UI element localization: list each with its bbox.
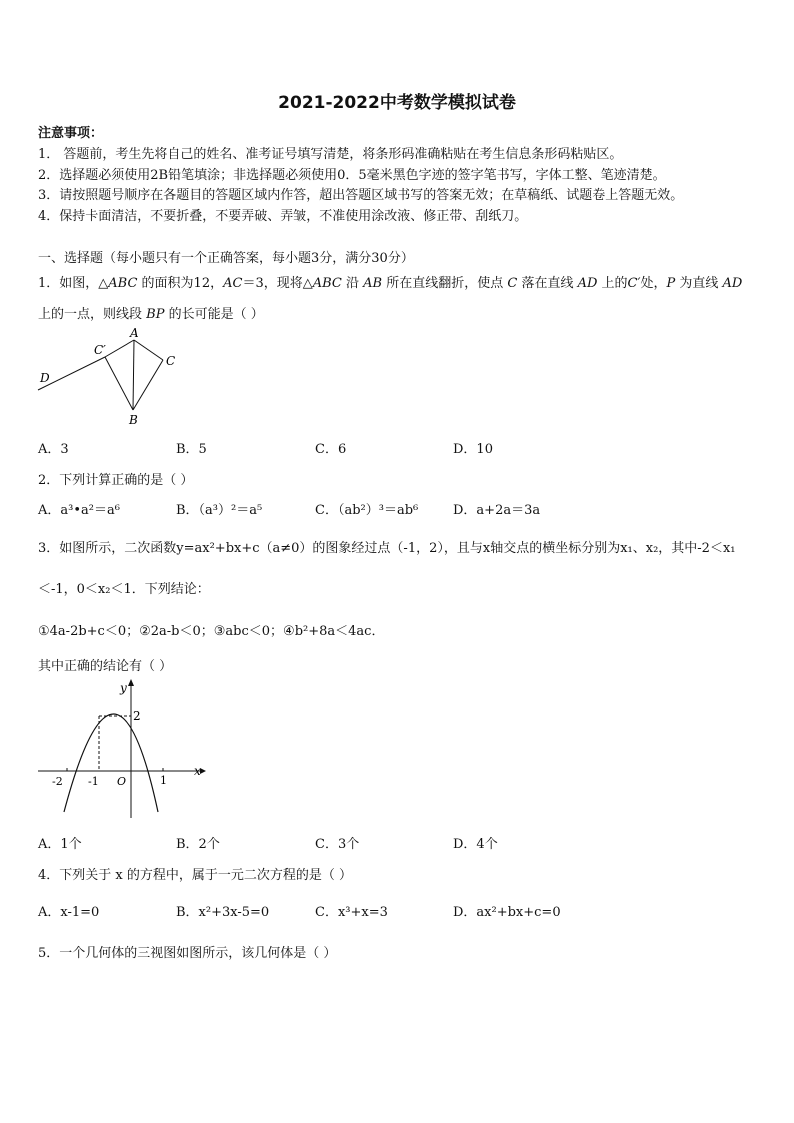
tick-label-neg2: -2 <box>52 775 63 788</box>
q4-stem: 4．下列关于 x 的方程中，属于一元二次方程的是（ ） <box>38 868 352 883</box>
point-label-D: D <box>40 371 50 385</box>
notice-heading: 注意事项： <box>38 126 104 141</box>
point-label-A: A <box>130 326 139 340</box>
q2-option-d[interactable]: D．a+2a＝3a <box>453 503 541 518</box>
q3-parabola-graph <box>36 676 206 821</box>
tick-label-neg1: -1 <box>88 775 99 788</box>
q3-stem-line2: ＜-1，0＜x₂＜1．下列结论： <box>38 582 210 597</box>
q4-option-a[interactable]: A．x-1=0 <box>38 905 100 920</box>
q3-option-c[interactable]: C．3个 <box>315 837 360 852</box>
q1-triangle-figure <box>32 322 202 432</box>
q3-option-a[interactable]: A．1个 <box>38 837 82 852</box>
q1-option-d[interactable]: D．10 <box>453 442 493 457</box>
q2-option-a[interactable]: A．a³•a²＝a⁶ <box>38 503 120 518</box>
q3-option-d[interactable]: D．4个 <box>453 837 498 852</box>
notice-item: 2．选择题必须使用2B铅笔填涂；非选择题必须使用0．5毫米黑色字迹的签字笔书写，字体工整、笔迹清楚。 <box>38 168 666 183</box>
q3-stem-line1: 3．如图所示，二次函数y=ax²+bx+c（a≠0）的图象经过点（-1，2），且与x轴交点的横坐标分别为x₁、x₂，其中-2＜x₁ <box>38 541 736 556</box>
q3-conclusions: ①4a-2b+c＜0；②2a-b＜0；③abc＜0；④b²+8a＜4ac． <box>38 624 385 639</box>
point-label-Cprime: C′ <box>94 343 106 357</box>
q4-option-b[interactable]: B．x²+3x-5=0 <box>176 905 270 920</box>
q1-option-a[interactable]: A．3 <box>38 442 69 457</box>
q2-stem: 2．下列计算正确的是（ ） <box>38 473 194 488</box>
q3-option-b[interactable]: B．2个 <box>176 837 220 852</box>
q1-option-c[interactable]: C．6 <box>315 442 347 457</box>
page-title: 2021-2022中考数学模拟试卷 <box>278 93 516 113</box>
q2-option-c[interactable]: C．（ab²）³＝ab⁶ <box>315 503 419 518</box>
q2-option-b[interactable]: B．（a³）²＝a⁵ <box>176 503 263 518</box>
section-heading: 一、选择题（每小题只有一个正确答案，每小题3分，满分30分） <box>38 251 414 266</box>
point-label-B: B <box>129 413 138 427</box>
notice-item: 4．保持卡面清洁，不要折叠，不要弄破、弄皱，不准使用涂改液、修正带、刮纸刀。 <box>38 209 528 224</box>
q1-stem-line1: 1．如图，△ABC 的面积为12，AC＝3，现将△ABC 沿 AB 所在直线翻折，使点 C 落在直线 AD 上的C′处，P 为直线 AD <box>38 276 743 291</box>
origin-label: O <box>117 775 127 788</box>
q3-question: 其中正确的结论有（ ） <box>38 659 173 674</box>
point-label-C: C <box>166 354 176 368</box>
q1-option-b[interactable]: B．5 <box>176 442 207 457</box>
notice-item: 1． 答题前，考生先将自己的姓名、准考证号填写清楚，将条形码准确粘贴在考生信息条形码粘贴区。 <box>38 147 623 162</box>
y-axis-label: y <box>120 681 127 695</box>
tick-label-1: 1 <box>160 774 167 787</box>
q4-option-c[interactable]: C．x³+x=3 <box>315 905 388 920</box>
q5-stem: 5．一个几何体的三视图如图所示，该几何体是（ ） <box>38 946 337 961</box>
y-value-label: 2 <box>133 709 141 723</box>
notice-item: 3．请按照题号顺序在各题目的答题区域内作答，超出答题区域书写的答案无效；在草稿纸、试题卷上答题无效。 <box>38 188 684 203</box>
q4-option-d[interactable]: D．ax²+bx+c=0 <box>453 905 561 920</box>
x-axis-label: x <box>194 764 201 778</box>
q1-stem-line2: 上的一点，则线段 BP 的长可能是（ ） <box>38 307 264 322</box>
